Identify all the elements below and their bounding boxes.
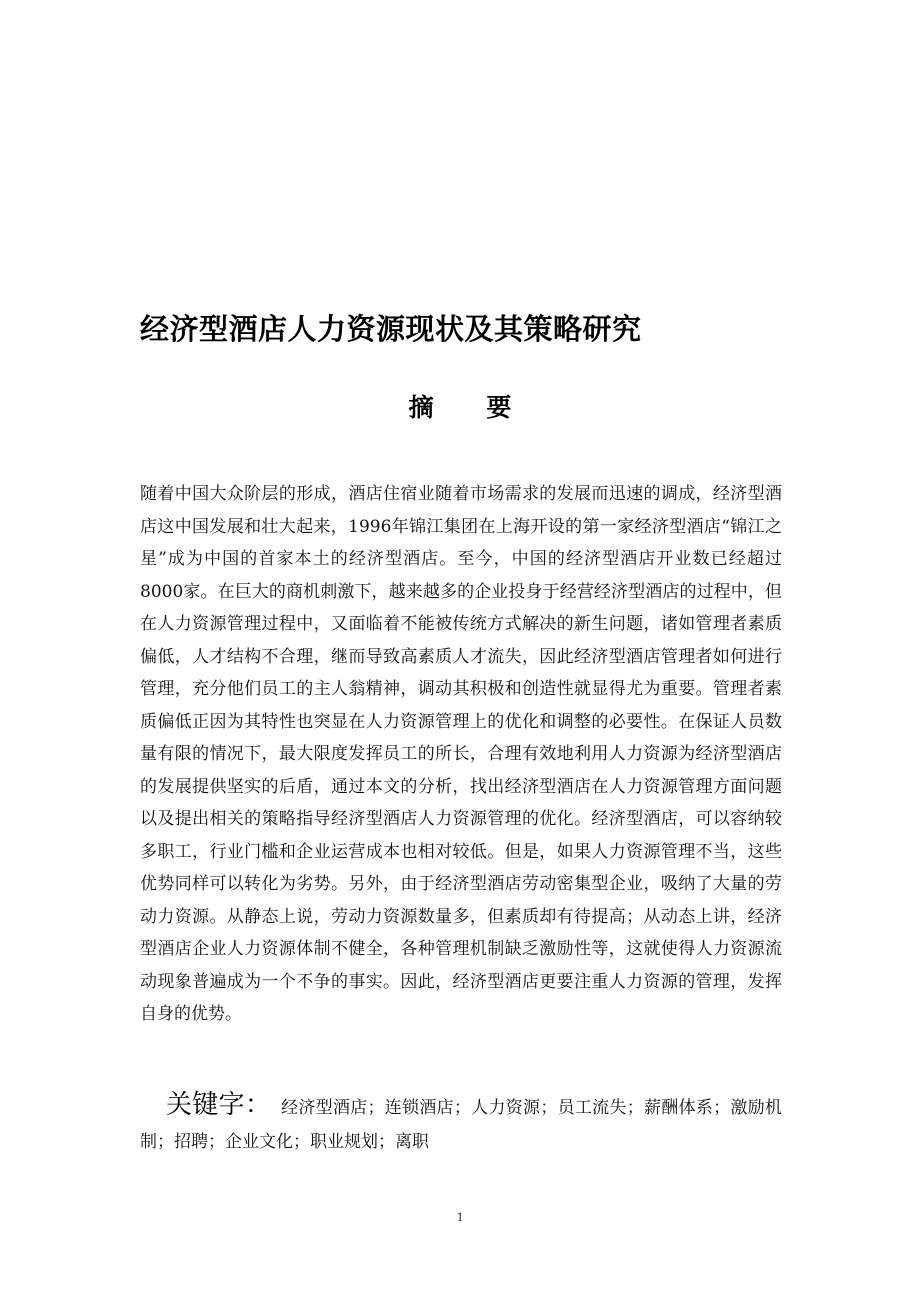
paper-title: 经济型酒店人力资源现状及其策略研究 [140,312,642,346]
page-number: 1 [456,1209,464,1224]
abstract-heading: 摘 要 [408,393,534,422]
keywords-section [140,1088,782,1159]
abstract-body: 随着中国大众阶层的形成，酒店住宿业随着市场需求的发展而迅速的调成，经济型酒店这中国发展和壮大起来，1996年锦江集团在上海开设的第一家经济型酒店“锦江之星”成为中国的首家本土的经济型酒店。至今，中国的经济型酒店开业数已经超过8000家。在巨大的商机刺激下，越来越多的企业投身于经营经济型酒店的过程中，但在人力资源管理过程中，又面临着不能被传统方式解决的新生问题，诸如管理者素质偏低，人才结构不合理，继而导致高素质人才流失，因此经济型酒店管理者如何进行管理，充分他们员工的主人翁精神，调动其积极和创造性就显得尤为重要。管理者素质偏低正因为其特性也突显在人力资源管理上的优化和调整的必要性。在保证人员数量有限的情况下，最大限度发挥员工的所长，合理有效地利用人力资源为经济型酒店的发展提供坚实的后盾，通过本文的分析，找出经济型酒店在人力资源管理方面问题以及提出相关的策略指导经济型酒店人力资源管理的优化。经济型酒店，可以容纳较多职工，行业门槛和企业运营成本也相对较低。但是，如果人力资源管理不当，这些优势同样可以转化为劣势。另外，由于经济型酒店劳动密集型企业，吸纳了大量的劳动力资源。从静态上说，劳动力资源数量多，但素质却有待提高；从动态上讲，经济型酒店企业人力资源体制不健全，各种管理机制缺乏激励性等，这就使得人力资源流动现象普遍成为一个不争的事实。因此，经济型酒店更要注重人力资源的管理，发挥自身的优势。 [140,484,782,1024]
keywords-text: 经济型酒店；连锁酒店；人力资源；员工流失；薪酬体系；激励机制；招聘；企业文化；职业规划；离职 [140,1098,782,1152]
keywords-label: 关键字： [166,1090,272,1120]
